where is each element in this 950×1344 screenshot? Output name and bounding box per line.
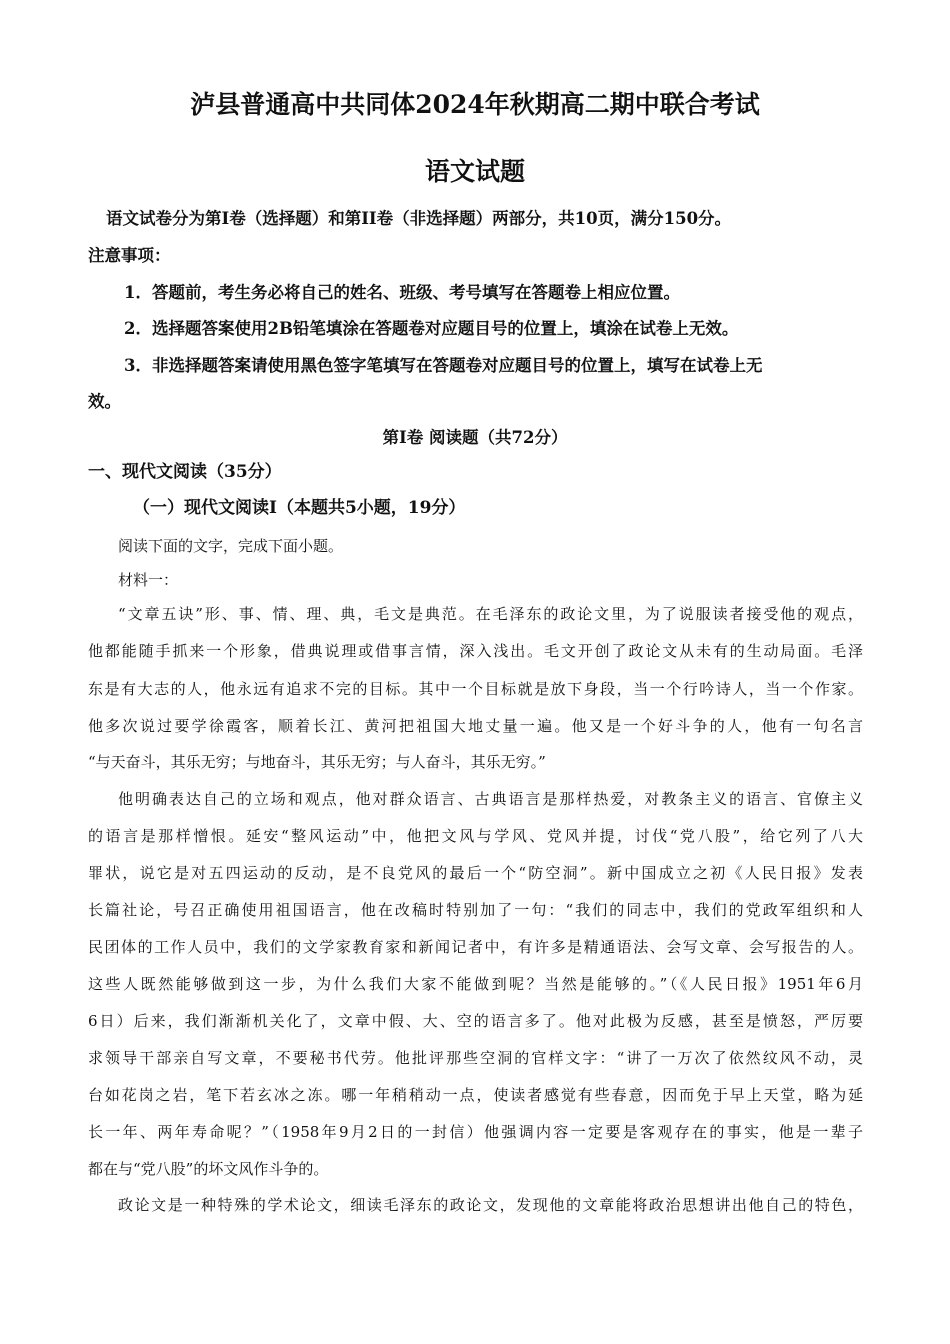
notice-heading: 注意事项： [88,246,171,265]
passage-line: 这些人既然能够做到这一步，为什么我们大家不能做到呢？当然是能够的。”（《人民日报》1951年6月 [88,975,863,993]
notice-item-3-cont: 效。 [88,392,121,411]
passage-line: 长篇社论，号召正确使用祖国语言，他在改稿时特别加了一句：“我们的同志中，我们的党政军组织和人 [88,901,863,919]
passage-line: 他都能随手抓来一个形象，借典说理或借事言情，深入浅出。毛文开创了政论文从未有的生动局面。毛泽 [88,642,863,660]
passage-line: 民团体的工作人员中，我们的文学家教育家和新闻记者中，有许多是精通语法、会写文章、会写报告的人。 [88,938,863,956]
passage-line: 罪状，说它是对五四运动的反动，是不良党风的最后一个“防空洞”。新中国成立之初《人民日报》发表 [88,864,863,882]
subsection-heading: （一）现代文阅读I（本题共5小题，19分） [133,498,466,518]
subject-title: 语文试题 [424,157,525,186]
section-heading: 一、现代文阅读（35分） [88,462,282,482]
passage-line: 6日）后来，我们渐渐机关化了，文章中假、大、空的语言多了。他对此极为反感，甚至是愤怒，严厉要 [88,1012,863,1030]
passage-line: 政论文是一种特殊的学术论文，细读毛泽东的政论文，发现他的文章能将政治思想讲出他自己的特色， [118,1196,863,1214]
passage-line: 都在与“党八股”的坏文风作斗争的。 [88,1160,329,1178]
passage-line: 他多次说过要学徐霞客，顺着长江、黄河把祖国大地丈量一遍。他又是一个好斗争的人，他有一句名言 [88,717,863,735]
passage-line: “与天奋斗，其乐无穷；与地奋斗，其乐无穷；与人奋斗，其乐无穷。” [88,753,546,771]
passage-line: 台如花岗之岩，笔下若玄冰之冻。哪一年稍稍动一点，使读者感觉有些春意，因而免于早上天堂，略为延 [88,1086,863,1104]
material-label: 材料一： [118,571,179,589]
part1-heading: 第I卷 阅读题（共72分） [382,428,568,447]
notice-item-1: 1．答题前，考生务必将自己的姓名、班级、考号填写在答题卷上相应位置。 [124,283,680,302]
passage-line: 东是有大志的人，他永远有追求不完的目标。其中一个目标就是放下身段，当一个行吟诗人，当一个作家。 [88,680,863,698]
passage-line: 的语言是那样憎恨。延安“整风运动”中，他把文风与学风、党风并提，讨伐“党八股”，给它列了八大 [88,827,863,845]
notice-item-2: 2．选择题答案使用2B铅笔填涂在答题卷对应题目号的位置上，填涂在试卷上无效。 [124,319,739,338]
notice-item-3: 3．非选择题答案请使用黑色签字笔填写在答题卷对应题目号的位置上，填写在试卷上无 [124,356,763,375]
passage-line: “文章五诀”形、事、情、理、典，毛文是典范。在毛泽东的政论文里，为了说服读者接受他的观点， [118,605,863,623]
exam-title: 泸县普通高中共同体2024年秋期高二期中联合考试 [190,90,760,119]
passage-line: 他明确表达自己的立场和观点，他对群众语言、古典语言是那样热爱，对教条主义的语言、官僚主义 [118,790,863,808]
passage-line: 长一年、两年寿命呢？”（1958年9月2日的一封信）他强调内容一定要是客观存在的事实，他是一辈子 [88,1123,863,1141]
reading-instruction: 阅读下面的文字，完成下面小题。 [118,537,344,555]
exam-intro: 语文试卷分为第I卷（选择题）和第II卷（非选择题）两部分，共10页，满分150分。 [106,209,732,228]
passage-line: 求领导干部亲自写文章，不要秘书代劳。他批评那些空洞的官样文字：“讲了一万次了依然纹风不动，灵 [88,1049,863,1067]
